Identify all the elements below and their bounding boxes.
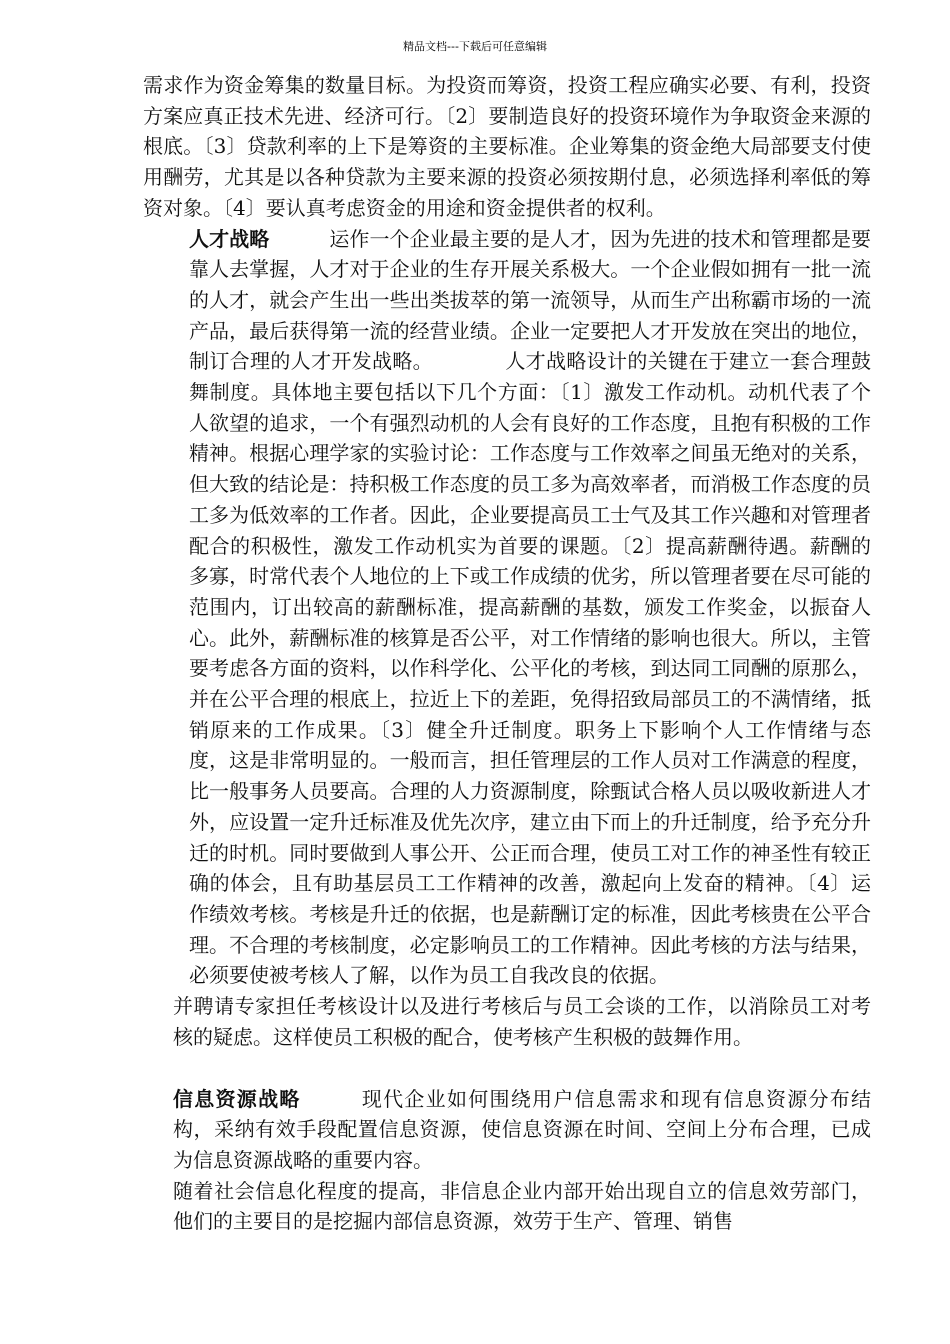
page-header: 精品文档---下载后可任意编辑 — [403, 40, 547, 53]
document-body — [143, 70, 871, 1237]
paragraph-text: 人才战略设计的关键在于建立一套合理鼓舞制度。具体地主要包括以下几个方面：〔1〕激发工作动机。动机代表了个人欲望的追求，一个有强烈动机的人会有良好的工作态度，且抱有积极的工作精神。根据心理学家的实验讨论：工作态度与工作效率之间虽无绝对的关系，但大致的结论是：持积极工作态度的员工多为高效率者，而消极工作态度的员工多为低效率的工作者。因此，企业要提高员工士气及其工作兴趣和对管理者配合的积极性，激发工作动机实为首要的课题。〔2〕提高薪酬待遇。薪酬的多寡，时常代表个人地位的上下或工作成绩的优劣，所以管理者要在尽可能的范围内，订出较高的薪酬标准，提高薪酬的基数，颁发工作奖金，以振奋人心。此外，薪酬标准的核算是否公平，对工作情绪的影响也很大。所以，主管要考虑各方面的资料，以作科学化、公平化的考核，到达同工同酬的原那么，并在公平合理的根底上，拉近上下的差距，免得招致局部员工的不满情绪，抵销原来的工作成果。〔3〕健全升迁制度。职务上下影响个人工作情绪与态度，这是非常明显的。一般而言，担任管理层的工作人员对工作满意的程度，比一般事务人员要高。合理的人力资源制度，除甄试合格人员以吸收新进人才外，应设置一定升迁标准及优先次序，建立由下而上的升迁制度，给予充分升迁的时机。同时要做到人事公开、公正而合理，使员工对工作的神圣性有较正确的体会，且有助基层员工工作精神的改善，激起向上发奋的精神。〔4〕运作绩效考核。考核是升迁的依据，也是薪酬订定的标准，因此考核贵在公平合理。不合理的考核制度，必定影响员工的工作精神。因此考核的方法与结果，必须要使被考核人了解，以作为员工自我改良的依据。 — [189, 349, 871, 988]
paragraph-text: 现代企业如何围绕用户信息需求和现有信息资源分布结构，采纳有效手段配置信息资源，使信息资源在时间、空间上分布合理，已成为信息资源战略的重要内容。 — [173, 1086, 872, 1172]
section-heading-info: 信息资源战略 — [173, 1086, 301, 1111]
section-heading-talent: 人才战略 — [189, 226, 270, 251]
paragraph-talent-strategy — [143, 224, 871, 992]
paragraph-info-strategy — [143, 1084, 871, 1176]
paragraph: 需求作为资金筹集的数量目标。为投资而筹资，投资工程应确实必要、有利，投资方案应真正技术先进、经济可行。〔2〕要制造良好的投资环境作为争取资金来源的根底。〔3〕贷款利率的上下是筹资的主要标准。企业筹集的资金绝大局部要支付使用酬劳，尤其是以各种贷款为主要来源的投资必须按期付息，必须选择利率低的筹资对象。〔4〕要认真考虑资金的用途和资金提供者的权利。 — [143, 73, 871, 220]
paragraph: 并聘请专家担任考核设计以及进行考核后与员工会谈的工作，以消除员工对考核的疑虑。这样使员工积极的配合，使考核产生积极的鼓舞作用。 — [173, 994, 871, 1049]
paragraph: 随着社会信息化程度的提高，非信息企业内部开始出现自立的信息效劳部门，他们的主要目的是挖掘内部信息资源，效劳于生产、管理、销售 — [173, 1178, 871, 1234]
paragraph-text: 运作一个企业最主要的是人才，因为先进的技术和管理都是要靠人去掌握，人才对于企业的生存开展关系极大。一个企业假如拥有一批一流的人才，就会产生出一些出类拔萃的第一流领导，从而生产出称霸市场的一流产品，最后获得第一流的经营业绩。企业一定要把人才开发放在突出的地位，制订合理的人才开发战略。 — [189, 226, 872, 374]
